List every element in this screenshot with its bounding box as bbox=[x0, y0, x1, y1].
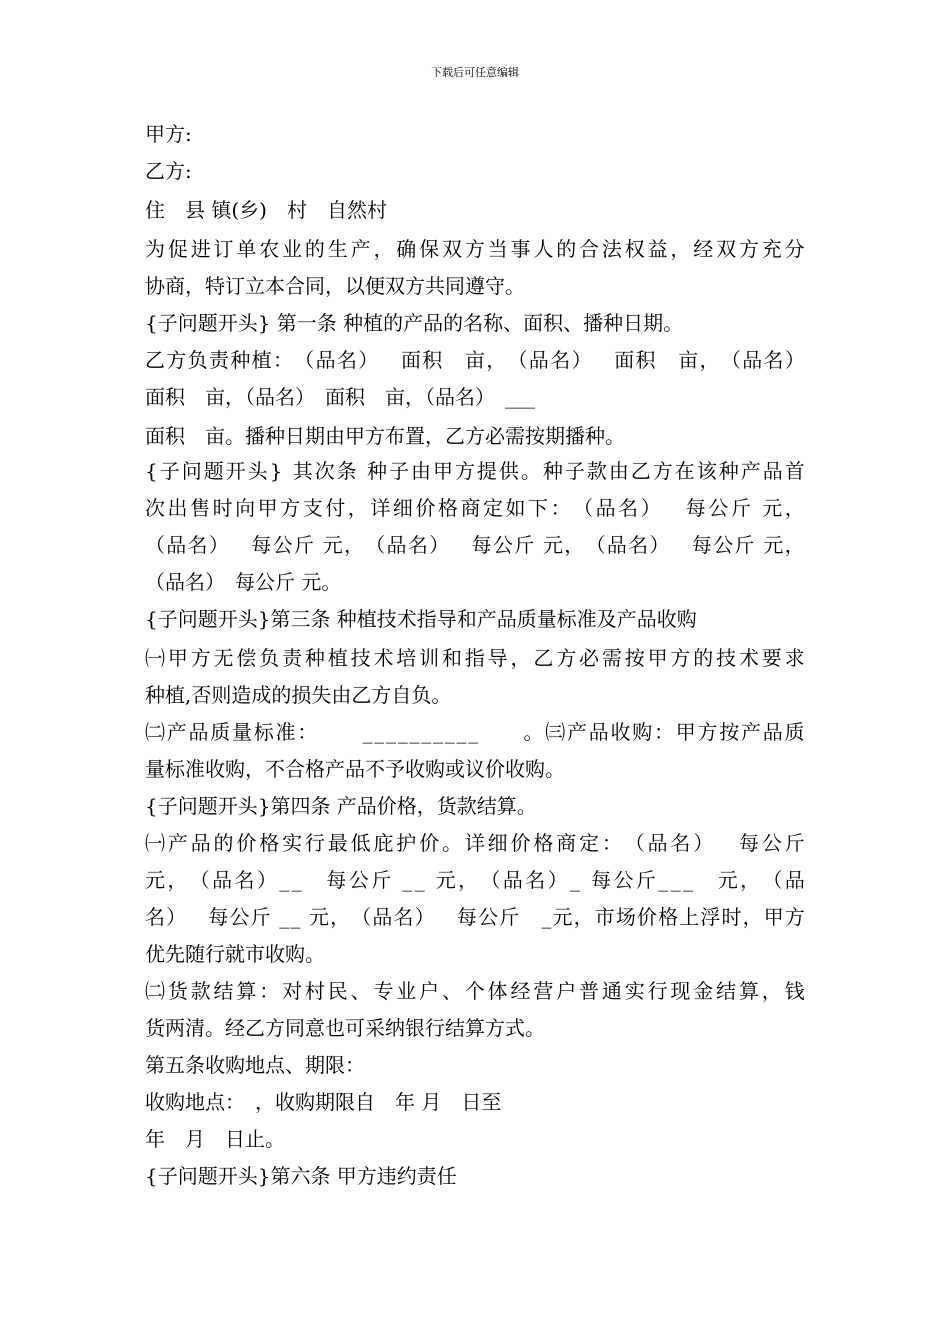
page-header-note: 下载后可任意编辑 bbox=[431, 66, 519, 79]
paragraph-line: 元 ， （ 品 名 ） _ _ 每 公 斤 _ _ 元 ， （ 品 名 ） _ 每 公 斤 _ _ _ 元 ， （ 品 bbox=[145, 868, 805, 892]
article-heading: {子问题开头}第四条 产品价格，货款结算。 bbox=[145, 794, 537, 818]
party-a-line: 甲方: bbox=[145, 122, 192, 146]
paragraph-line: 名 ） 每 公 斤 _ _ 元 ， （ 品 名 ） 每 公 斤 _ 元 ， 市 场 价 格 上 浮 时 ， 甲 方 bbox=[145, 905, 805, 929]
paragraph-line: 为 促 进 订 单 农 业 的 生 产 ， 确 保 双 方 当 事 人 的 合 法 权 益 ， 经 双 方 充 分 bbox=[145, 237, 805, 261]
paragraph-line: ㈡ 产 品 质 量 标 准 ： _ _ _ _ _ _ _ _ _ _ 。 ㈢ 产 品 收 购 ： 甲 方 按 产 品 质 bbox=[145, 720, 805, 744]
paragraph-line: 货两清。经乙方同意也可采纳银行结算方式。 bbox=[145, 1016, 545, 1040]
paragraph-line: 量标准收购，不合格产品不予收购或议价收购。 bbox=[145, 757, 565, 781]
article-heading: {子问题开头} 第一条 种植的产品的名称、面积、播种日期。 bbox=[145, 311, 684, 335]
party-b-line: 乙方: bbox=[145, 159, 192, 183]
paragraph-line: 乙 方 负 责 种 植 ： （ 品 名 ） 面 积 亩 ， （ 品 名 ） 面 积 亩 ， （ 品 名 ） bbox=[145, 348, 805, 372]
paragraph-line: 年 月 日止。 bbox=[145, 1127, 285, 1151]
article-heading: { 子 问 题 开 头 } 其 次 条 种 子 由 甲 方 提 供 。 种 子 款 由 乙 方 在 该 种 产 品 首 bbox=[145, 459, 805, 483]
article-heading: 第五条收购地点、期限： bbox=[145, 1053, 365, 1077]
address-line: 住 县 镇(乡) 村 自然村 bbox=[145, 198, 387, 222]
paragraph-line: 面积 亩。播种日期由甲方布置，乙方必需按期播种。 bbox=[145, 424, 625, 448]
paragraph-line: ㈠ 产 品 的 价 格 实 行 最 低 庇 护 价 。 详 细 价 格 商 定 ： （ 品 名 ） 每 公 斤 bbox=[145, 831, 805, 855]
paragraph-line: （品名） 每公斤 元。 bbox=[145, 570, 342, 594]
article-heading: {子问题开头}第三条 种植技术指导和产品质量标准及产品收购 bbox=[145, 607, 697, 631]
paragraph-line: 种植,否则造成的损失由乙方自负。 bbox=[145, 683, 452, 707]
paragraph-line: 优先随行就市收购。 bbox=[145, 942, 325, 966]
paragraph-line: ㈠ 甲 方 无 偿 负 责 种 植 技 术 培 训 和 指 导 ， 乙 方 必 需 按 甲 方 的 技 术 要 求 bbox=[145, 646, 805, 670]
paragraph-line: 次 出 售 时 向 甲 方 支 付 ， 详 细 价 格 商 定 如 下 ： （ 品 名 ） 每 公 斤 元 ， bbox=[145, 496, 805, 520]
paragraph-line: 收购地点： ，收购期限自 年 月 日至 bbox=[145, 1090, 502, 1114]
paragraph-line: 面积 亩，（品名） 面积 亩，（品名） ___ bbox=[145, 385, 535, 409]
paragraph-line: 协商，特订立本合同，以便双方共同遵守。 bbox=[145, 274, 525, 298]
paragraph-line: ㈡ 货 款 结 算 ： 对 村 民 、 专 业 户 、 个 体 经 营 户 普 通 实 行 现 金 结 算 ， 钱 bbox=[145, 979, 805, 1003]
article-heading: {子问题开头}第六条 甲方违约责任 bbox=[145, 1164, 457, 1188]
paragraph-line: （ 品 名 ） 每 公 斤 元 ， （ 品 名 ） 每 公 斤 元 ， （ 品 名 ） 每 公 斤 元 ， bbox=[145, 533, 805, 557]
